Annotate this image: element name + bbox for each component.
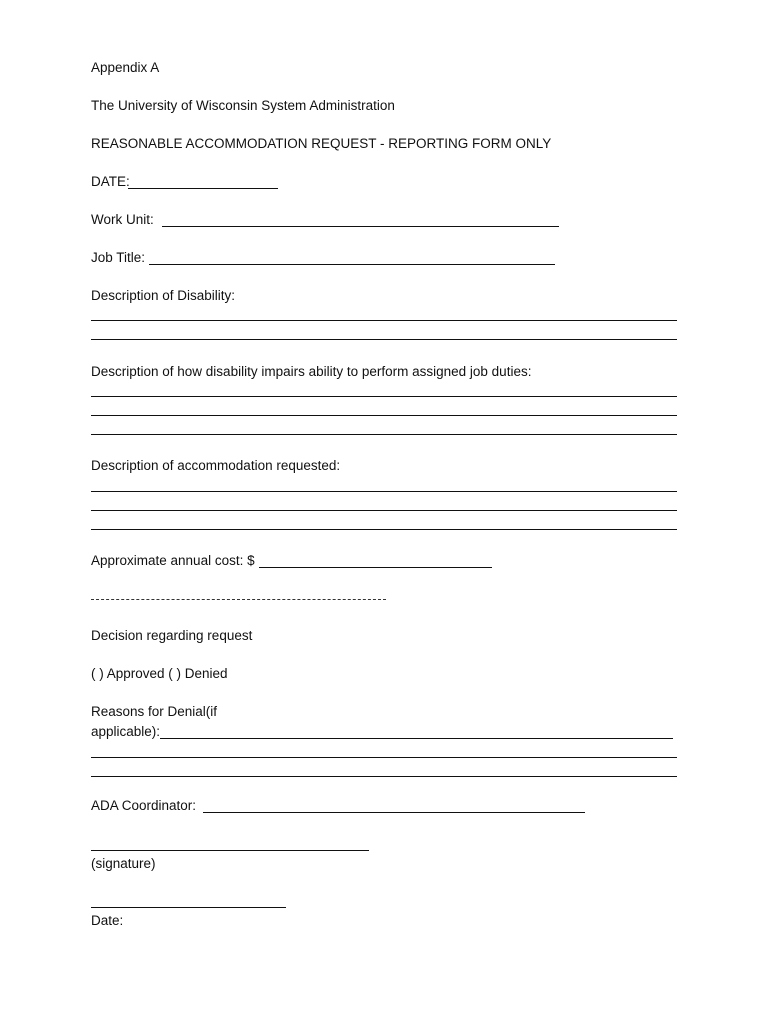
disability-description-line-2[interactable] [91, 339, 677, 340]
denial-reasons-label-line-1: Reasons for Denial(if [91, 704, 218, 719]
date-label: DATE: [91, 174, 130, 189]
annual-cost-field-line[interactable] [259, 567, 492, 568]
job-title-label: Job Title: [91, 250, 146, 265]
decision-options[interactable]: ( ) Approved ( ) Denied [91, 666, 228, 681]
section-separator [91, 599, 386, 600]
impairment-description-label: Description of how disability impairs ability to perform assigned job duties: [91, 364, 532, 379]
signoff-date-line[interactable] [91, 907, 286, 908]
signoff-date-label: Date: [91, 913, 124, 928]
job-title-field-line[interactable] [149, 264, 555, 265]
accommodation-description-label: Description of accommodation requested: [91, 458, 341, 473]
disability-description-label: Description of Disability: [91, 288, 236, 303]
signature-line[interactable] [91, 850, 369, 851]
form-title: REASONABLE ACCOMMODATION REQUEST - REPORTING FORM ONLY [91, 136, 552, 151]
work-unit-field-line[interactable] [162, 226, 559, 227]
impairment-description-line-2[interactable] [91, 415, 677, 416]
annual-cost-label: Approximate annual cost: $ [91, 553, 255, 568]
denial-reasons-label-line-2: applicable): [91, 724, 161, 739]
decision-heading: Decision regarding request [91, 628, 253, 643]
denial-reasons-line-2[interactable] [91, 757, 677, 758]
accommodation-description-line-1[interactable] [91, 491, 677, 492]
impairment-description-line-1[interactable] [91, 396, 677, 397]
accommodation-description-line-3[interactable] [91, 529, 677, 530]
denial-reasons-line-3[interactable] [91, 776, 677, 777]
ada-coordinator-label: ADA Coordinator: [91, 798, 197, 813]
disability-description-line-1[interactable] [91, 320, 677, 321]
signature-label: (signature) [91, 856, 156, 871]
accommodation-description-line-2[interactable] [91, 510, 677, 511]
work-unit-label: Work Unit: [91, 212, 154, 227]
organization-name: The University of Wisconsin System Administration [91, 98, 395, 113]
impairment-description-line-3[interactable] [91, 434, 677, 435]
appendix-label: Appendix A [91, 60, 160, 75]
denial-reasons-field-line-1[interactable] [160, 738, 673, 739]
ada-coordinator-field-line[interactable] [203, 812, 585, 813]
date-field-line[interactable] [128, 188, 278, 189]
